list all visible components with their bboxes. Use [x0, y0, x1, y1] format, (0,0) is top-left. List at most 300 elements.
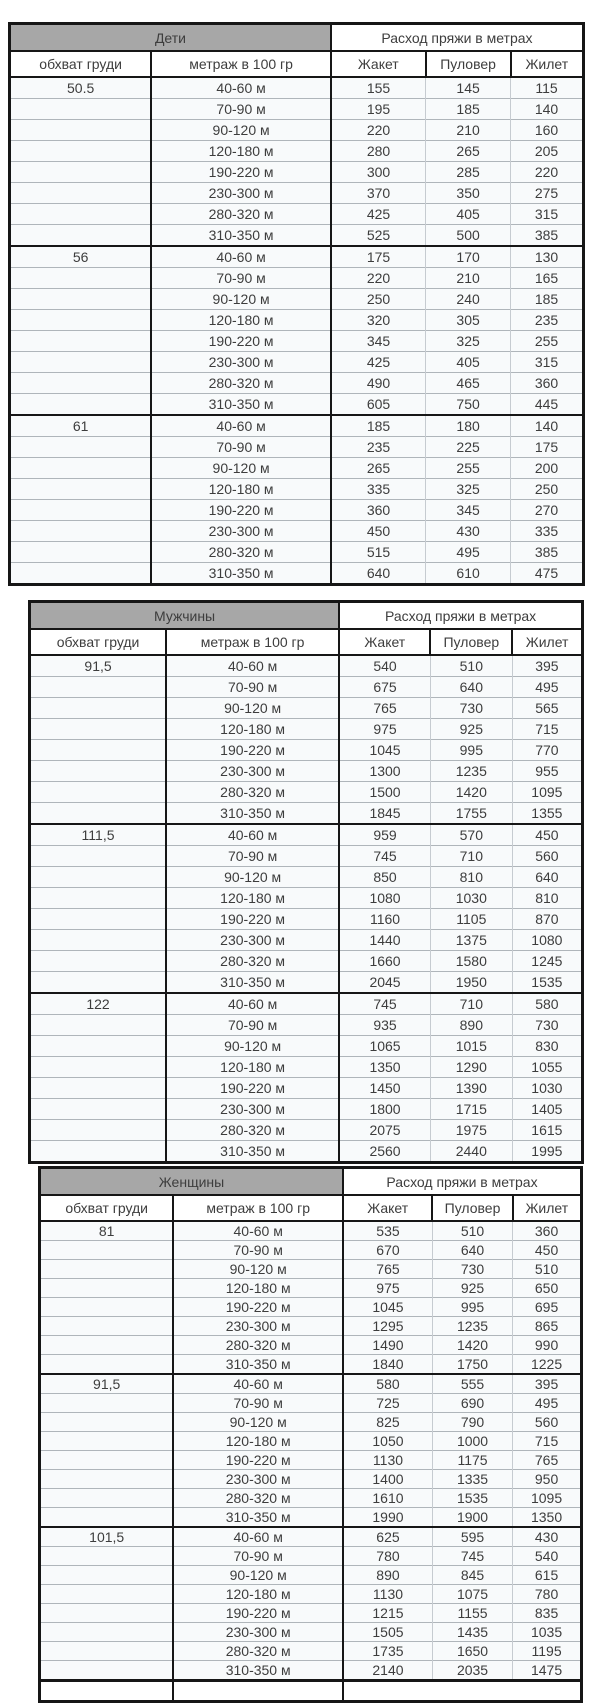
- vest-value: 990: [513, 1336, 582, 1355]
- jacket-value: 2140: [343, 1661, 432, 1681]
- pullover-value: 995: [432, 1298, 512, 1317]
- vest-value: 955: [512, 761, 582, 782]
- vest-value: 1035: [513, 1623, 582, 1642]
- pullover-value: 145: [426, 77, 511, 99]
- meterage-cell: 190-220 м: [166, 740, 339, 761]
- jacket-value: 745: [339, 846, 430, 867]
- table-row: [30, 1099, 583, 1120]
- vest-value: 1475: [513, 1661, 582, 1681]
- table-row: [40, 1451, 582, 1470]
- vest-value: 430: [513, 1527, 582, 1547]
- pullover-value: [432, 1681, 512, 1702]
- vest-value: 335: [511, 521, 584, 542]
- jacket-value: 220: [331, 120, 426, 141]
- vest-value: 360: [511, 373, 584, 394]
- vest-value: 950: [513, 1470, 582, 1489]
- meterage-cell: 90-120 м: [151, 120, 331, 141]
- size-cell: [40, 1432, 174, 1451]
- meterage-cell: 120-180 м: [151, 141, 331, 162]
- jacket-value: 425: [331, 352, 426, 373]
- meterage-cell: 230-300 м: [166, 930, 339, 951]
- pullover-value: 305: [426, 310, 511, 331]
- size-cell: [10, 500, 152, 521]
- vest-value: 1615: [512, 1120, 582, 1141]
- column-header-vest: Жилет: [511, 51, 584, 77]
- size-cell: [30, 1099, 167, 1120]
- meterage-cell: 230-300 м: [173, 1470, 343, 1489]
- size-cell: [40, 1355, 174, 1375]
- meterage-cell: 310-350 м: [166, 972, 339, 994]
- size-cell: 50.5: [10, 77, 152, 99]
- vest-value: 640: [512, 867, 582, 888]
- table-row: [30, 698, 583, 719]
- vest-value: 835: [513, 1604, 582, 1623]
- table-row: [40, 1355, 582, 1375]
- table-row: [40, 1336, 582, 1355]
- jacket-value: 1400: [343, 1470, 432, 1489]
- jacket-value: 1350: [339, 1057, 430, 1078]
- jacket-value: 2075: [339, 1120, 430, 1141]
- meterage-cell: 40-60 м: [151, 415, 331, 437]
- meterage-cell: 70-90 м: [151, 99, 331, 120]
- meterage-cell: 190-220 м: [166, 909, 339, 930]
- size-cell: [30, 1036, 167, 1057]
- size-cell: [30, 698, 167, 719]
- column-header-row: [10, 51, 584, 77]
- jacket-value: [343, 1681, 432, 1702]
- table-row: [30, 677, 583, 698]
- pullover-value: 890: [430, 1015, 512, 1036]
- meterage-cell: 40-60 м: [151, 77, 331, 99]
- size-cell: [40, 1394, 174, 1413]
- column-header-pullover: Пуловер: [426, 51, 511, 77]
- pullover-value: 730: [432, 1260, 512, 1279]
- consumption-header: Расход пряжи в метрах: [343, 1168, 582, 1196]
- size-cell: [10, 99, 152, 120]
- size-cell: [40, 1336, 174, 1355]
- jacket-value: 2045: [339, 972, 430, 994]
- size-cell: [10, 141, 152, 162]
- table-row: [40, 1221, 582, 1241]
- meterage-cell: 190-220 м: [151, 331, 331, 352]
- meterage-cell: 120-180 м: [173, 1432, 343, 1451]
- size-cell: [30, 1057, 167, 1078]
- vest-value: 205: [511, 141, 584, 162]
- size-cell: [40, 1413, 174, 1432]
- meterage-cell: 70-90 м: [173, 1547, 343, 1566]
- table-row: [10, 183, 584, 204]
- meterage-cell: 190-220 м: [173, 1604, 343, 1623]
- jacket-value: 825: [343, 1413, 432, 1432]
- jacket-value: 850: [339, 867, 430, 888]
- size-cell: [10, 331, 152, 352]
- pullover-value: 1015: [430, 1036, 512, 1057]
- meterage-cell: 230-300 м: [173, 1317, 343, 1336]
- size-cell: [10, 437, 152, 458]
- meterage-cell: 90-120 м: [151, 289, 331, 310]
- table-row: [40, 1508, 582, 1528]
- vest-value: 360: [513, 1221, 582, 1241]
- size-cell: [40, 1547, 174, 1566]
- table-row: [40, 1374, 582, 1394]
- table-row: [10, 437, 584, 458]
- size-cell: [40, 1260, 174, 1279]
- size-cell: [30, 677, 167, 698]
- size-cell: [10, 479, 152, 500]
- table-row: [40, 1241, 582, 1260]
- pullover-value: 1375: [430, 930, 512, 951]
- size-cell: 122: [30, 993, 167, 1015]
- size-cell: [40, 1508, 174, 1528]
- jacket-value: 195: [331, 99, 426, 120]
- vest-value: 270: [511, 500, 584, 521]
- vest-value: 565: [512, 698, 582, 719]
- meterage-cell: 190-220 м: [173, 1298, 343, 1317]
- pullover-value: 1535: [432, 1489, 512, 1508]
- table-row: [30, 719, 583, 740]
- pullover-value: 210: [426, 268, 511, 289]
- column-header-size: обхват груди: [10, 51, 152, 77]
- pullover-value: 510: [430, 655, 512, 677]
- pullover-value: 405: [426, 204, 511, 225]
- table-row: [40, 1566, 582, 1585]
- jacket-value: 975: [339, 719, 430, 740]
- vest-value: 115: [511, 77, 584, 99]
- jacket-value: 640: [331, 563, 426, 585]
- pullover-value: 510: [432, 1221, 512, 1241]
- size-cell: [10, 394, 152, 416]
- meterage-cell: 90-120 м: [166, 698, 339, 719]
- vest-value: 1245: [512, 951, 582, 972]
- vest-value: 395: [513, 1374, 582, 1394]
- table-row: [30, 1057, 583, 1078]
- jacket-value: 1045: [339, 740, 430, 761]
- meterage-cell: 230-300 м: [166, 1099, 339, 1120]
- table-row: [40, 1470, 582, 1489]
- pullover-value: 570: [430, 824, 512, 846]
- pullover-value: 2440: [430, 1141, 512, 1163]
- pullover-value: 845: [432, 1566, 512, 1585]
- vest-value: 615: [513, 1566, 582, 1585]
- jacket-value: 1660: [339, 951, 430, 972]
- size-cell: [10, 373, 152, 394]
- pullover-value: 690: [432, 1394, 512, 1413]
- jacket-value: 1735: [343, 1642, 432, 1661]
- pullover-value: 1900: [432, 1508, 512, 1528]
- meterage-cell: 190-220 м: [166, 1078, 339, 1099]
- group-title: Дети: [10, 24, 331, 52]
- size-cell: [40, 1298, 174, 1317]
- vest-value: 560: [512, 846, 582, 867]
- pullover-value: 465: [426, 373, 511, 394]
- table-row: [40, 1623, 582, 1642]
- table-row: [10, 500, 584, 521]
- pullover-value: 1750: [432, 1355, 512, 1375]
- jacket-value: 335: [331, 479, 426, 500]
- vest-value: 540: [513, 1547, 582, 1566]
- jacket-value: 220: [331, 268, 426, 289]
- pullover-value: 210: [426, 120, 511, 141]
- jacket-value: 1215: [343, 1604, 432, 1623]
- table-row: [40, 1527, 582, 1547]
- pullover-value: 265: [426, 141, 511, 162]
- meterage-cell: 90-120 м: [173, 1260, 343, 1279]
- jacket-value: 425: [331, 204, 426, 225]
- table-row: [10, 141, 584, 162]
- meterage-cell: 120-180 м: [173, 1279, 343, 1298]
- meterage-cell: 280-320 м: [151, 373, 331, 394]
- meterage-cell: 310-350 м: [151, 394, 331, 416]
- pullover-value: 555: [432, 1374, 512, 1394]
- size-cell: [10, 268, 152, 289]
- vest-value: 1535: [512, 972, 582, 994]
- consumption-header: Расход пряжи в метрах: [339, 602, 582, 630]
- pullover-value: 170: [426, 246, 511, 268]
- size-cell: [30, 1015, 167, 1036]
- table-row: [30, 782, 583, 803]
- jacket-value: 265: [331, 458, 426, 479]
- size-cell: [10, 563, 152, 585]
- vest-value: 1995: [512, 1141, 582, 1163]
- meterage-cell: 70-90 м: [173, 1394, 343, 1413]
- size-cell: [10, 204, 152, 225]
- group-title: Женщины: [40, 1168, 344, 1196]
- jacket-value: 745: [339, 993, 430, 1015]
- pullover-value: 495: [426, 542, 511, 563]
- table-row: [40, 1585, 582, 1604]
- meterage-cell: 70-90 м: [166, 1015, 339, 1036]
- pullover-value: 285: [426, 162, 511, 183]
- jacket-value: 765: [339, 698, 430, 719]
- size-cell: [30, 719, 167, 740]
- size-cell: 81: [40, 1221, 174, 1241]
- pullover-value: 1420: [430, 782, 512, 803]
- size-cell: [30, 803, 167, 825]
- meterage-cell: 280-320 м: [166, 1120, 339, 1141]
- yarn-consumption-table: [28, 600, 584, 1164]
- size-cell: [10, 458, 152, 479]
- table-row: [10, 246, 584, 268]
- pullover-value: 185: [426, 99, 511, 120]
- jacket-value: 670: [343, 1241, 432, 1260]
- jacket-value: 1990: [343, 1508, 432, 1528]
- meterage-cell: 90-120 м: [151, 458, 331, 479]
- pullover-value: 180: [426, 415, 511, 437]
- vest-value: 1030: [512, 1078, 582, 1099]
- vest-value: 315: [511, 204, 584, 225]
- pullover-value: 1000: [432, 1432, 512, 1451]
- table-row: [40, 1413, 582, 1432]
- vest-value: 200: [511, 458, 584, 479]
- size-cell: [30, 951, 167, 972]
- pullover-value: 1290: [430, 1057, 512, 1078]
- size-cell: [40, 1642, 174, 1661]
- pullover-value: 1435: [432, 1623, 512, 1642]
- meterage-cell: 120-180 м: [166, 888, 339, 909]
- table-row: [30, 993, 583, 1015]
- size-cell: [10, 521, 152, 542]
- size-cell: [30, 846, 167, 867]
- pullover-value: 1235: [432, 1317, 512, 1336]
- column-header-vest: Жилет: [513, 1195, 582, 1221]
- column-header-meterage: метраж в 100 гр: [166, 629, 339, 655]
- jacket-value: 725: [343, 1394, 432, 1413]
- vest-value: 780: [513, 1585, 582, 1604]
- pullover-value: 730: [430, 698, 512, 719]
- pullover-value: 750: [426, 394, 511, 416]
- pullover-value: 1755: [430, 803, 512, 825]
- vest-value: 1405: [512, 1099, 582, 1120]
- size-cell: [30, 888, 167, 909]
- pullover-value: 1390: [430, 1078, 512, 1099]
- table-row: [10, 458, 584, 479]
- vest-value: 315: [511, 352, 584, 373]
- vest-value: 385: [511, 225, 584, 247]
- table-row: [10, 268, 584, 289]
- meterage-cell: 230-300 м: [173, 1623, 343, 1642]
- vest-value: 730: [512, 1015, 582, 1036]
- meterage-cell: 70-90 м: [151, 268, 331, 289]
- meterage-cell: 310-350 м: [173, 1661, 343, 1681]
- pullover-value: 325: [426, 479, 511, 500]
- pullover-value: 1420: [432, 1336, 512, 1355]
- column-header-meterage: метраж в 100 гр: [173, 1195, 343, 1221]
- vest-value: 165: [511, 268, 584, 289]
- pullover-value: 640: [430, 677, 512, 698]
- pullover-value: 610: [426, 563, 511, 585]
- jacket-value: 1500: [339, 782, 430, 803]
- jacket-value: 1045: [343, 1298, 432, 1317]
- vest-value: 250: [511, 479, 584, 500]
- vest-value: 140: [511, 99, 584, 120]
- meterage-cell: 280-320 м: [166, 951, 339, 972]
- table-row: [30, 1141, 583, 1163]
- jacket-value: 515: [331, 542, 426, 563]
- size-cell: [40, 1661, 174, 1681]
- vest-value: 650: [513, 1279, 582, 1298]
- meterage-cell: 70-90 м: [173, 1241, 343, 1260]
- vest-value: [513, 1681, 582, 1702]
- size-cell: [40, 1566, 174, 1585]
- vest-value: 475: [511, 563, 584, 585]
- meterage-cell: 190-220 м: [173, 1451, 343, 1470]
- jacket-value: 345: [331, 331, 426, 352]
- yarn-table-men-container: [28, 600, 584, 1164]
- table-row: [10, 225, 584, 247]
- vest-value: 1055: [512, 1057, 582, 1078]
- clipped-row: [40, 1681, 582, 1702]
- table-row: [40, 1279, 582, 1298]
- vest-value: 1225: [513, 1355, 582, 1375]
- column-header-row: [40, 1195, 582, 1221]
- table-row: [40, 1489, 582, 1508]
- size-cell: [40, 1317, 174, 1336]
- jacket-value: 2560: [339, 1141, 430, 1163]
- column-header-row: [30, 629, 583, 655]
- table-row: [10, 521, 584, 542]
- pullover-value: 1650: [432, 1642, 512, 1661]
- jacket-value: 1490: [343, 1336, 432, 1355]
- pullover-value: 500: [426, 225, 511, 247]
- table-row: [30, 1078, 583, 1099]
- pullover-value: 745: [432, 1547, 512, 1566]
- vest-value: 450: [513, 1241, 582, 1260]
- jacket-value: 765: [343, 1260, 432, 1279]
- column-header-meterage: метраж в 100 гр: [151, 51, 331, 77]
- size-cell: [30, 909, 167, 930]
- table-row: [30, 655, 583, 677]
- vest-value: 445: [511, 394, 584, 416]
- jacket-value: 300: [331, 162, 426, 183]
- size-cell: [40, 1451, 174, 1470]
- pullover-value: 1030: [430, 888, 512, 909]
- meterage-cell: 310-350 м: [151, 225, 331, 247]
- vest-value: 510: [513, 1260, 582, 1279]
- size-cell: [40, 1585, 174, 1604]
- group-header-row: [10, 24, 584, 52]
- jacket-value: 580: [343, 1374, 432, 1394]
- yarn-table-children-container: [8, 22, 585, 586]
- meterage-cell: 310-350 м: [166, 1141, 339, 1163]
- pullover-value: 1715: [430, 1099, 512, 1120]
- pullover-value: 2035: [432, 1661, 512, 1681]
- table-row: [10, 394, 584, 416]
- meterage-cell: 70-90 м: [166, 677, 339, 698]
- jacket-value: 1130: [343, 1585, 432, 1604]
- jacket-value: 975: [343, 1279, 432, 1298]
- meterage-cell: 40-60 м: [173, 1374, 343, 1394]
- size-cell: [40, 1489, 174, 1508]
- meterage-cell: 310-350 м: [166, 803, 339, 825]
- size-cell: [40, 1470, 174, 1489]
- vest-value: 395: [512, 655, 582, 677]
- meterage-cell: 40-60 м: [173, 1527, 343, 1547]
- vest-value: 160: [511, 120, 584, 141]
- group-header-row: [30, 602, 583, 630]
- vest-value: 130: [511, 246, 584, 268]
- column-header-size: обхват груди: [30, 629, 167, 655]
- consumption-header: Расход пряжи в метрах: [331, 24, 584, 52]
- jacket-value: 625: [343, 1527, 432, 1547]
- pullover-value: 345: [426, 500, 511, 521]
- table-row: [30, 761, 583, 782]
- size-cell: 61: [10, 415, 152, 437]
- size-cell: [40, 1623, 174, 1642]
- table-row: [40, 1394, 582, 1413]
- meterage-cell: 310-350 м: [173, 1508, 343, 1528]
- table-row: [30, 888, 583, 909]
- size-cell: 91,5: [30, 655, 167, 677]
- pullover-value: 1155: [432, 1604, 512, 1623]
- jacket-value: 155: [331, 77, 426, 99]
- jacket-value: 959: [339, 824, 430, 846]
- size-cell: [30, 930, 167, 951]
- pullover-value: 595: [432, 1527, 512, 1547]
- table-row: [30, 930, 583, 951]
- table-row: [10, 563, 584, 585]
- meterage-cell: 230-300 м: [151, 183, 331, 204]
- group-title: Мужчины: [30, 602, 340, 630]
- table-row: [30, 867, 583, 888]
- table-row: [10, 331, 584, 352]
- table-row: [30, 972, 583, 994]
- vest-value: 765: [513, 1451, 582, 1470]
- size-cell: [40, 1241, 174, 1260]
- size-cell: [40, 1604, 174, 1623]
- size-cell: 111,5: [30, 824, 167, 846]
- table-row: [30, 1036, 583, 1057]
- meterage-cell: 40-60 м: [151, 246, 331, 268]
